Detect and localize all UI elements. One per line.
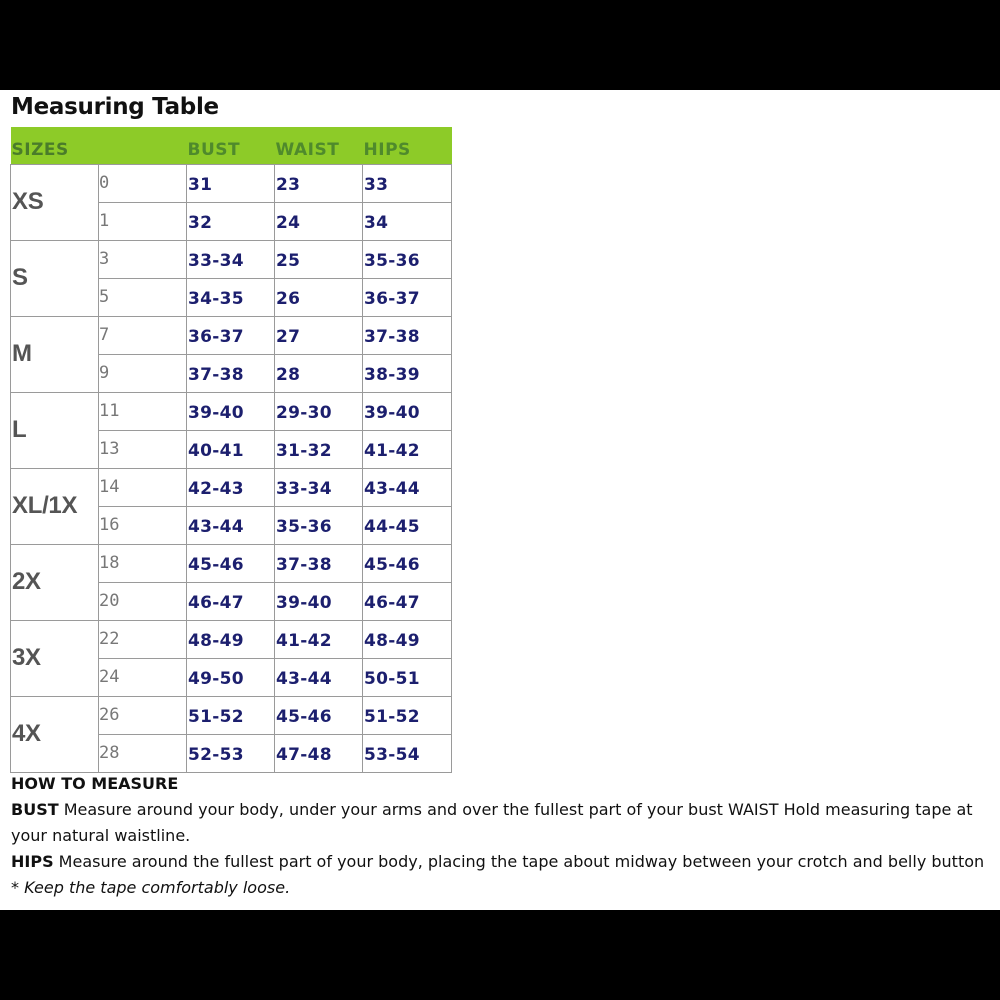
size-label: M (11, 316, 99, 392)
size-label: 2X (11, 544, 99, 620)
bust-value: 49-50 (187, 658, 275, 696)
size-number: 0 (99, 164, 187, 202)
bust-value: 33-34 (187, 240, 275, 278)
hips-value: 44-45 (363, 506, 452, 544)
table-header-row (11, 127, 452, 164)
bust-value: 48-49 (187, 620, 275, 658)
size-number: 5 (99, 278, 187, 316)
measuring-table (10, 127, 452, 773)
waist-value: 45-46 (275, 696, 363, 734)
size-label: 4X (11, 696, 99, 772)
bust-instruction (11, 797, 986, 849)
size-label: L (11, 392, 99, 468)
size-number: 13 (99, 430, 187, 468)
waist-value: 25 (275, 240, 363, 278)
table-row (11, 240, 452, 278)
hips-text: Measure around the fullest part of your body, placing the tape about midway between your crotch and belly button (53, 852, 985, 871)
hips-value: 36-37 (363, 278, 452, 316)
hips-value: 51-52 (363, 696, 452, 734)
hips-value: 43-44 (363, 468, 452, 506)
size-number: 22 (99, 620, 187, 658)
size-label: 3X (11, 620, 99, 696)
how-to-measure-section (11, 771, 986, 901)
hips-value: 38-39 (363, 354, 452, 392)
waist-value: 41-42 (275, 620, 363, 658)
size-chart-page (0, 90, 1000, 910)
size-number: 11 (99, 392, 187, 430)
hips-value: 45-46 (363, 544, 452, 582)
bust-value: 34-35 (187, 278, 275, 316)
hips-value: 33 (363, 164, 452, 202)
size-number: 1 (99, 202, 187, 240)
bust-text: Measure around your body, under your arms and over the fullest part of your bust WAIST Hold measuring tape at your natural waistline. (11, 800, 973, 845)
bust-value: 31 (187, 164, 275, 202)
hips-value: 34 (363, 202, 452, 240)
waist-value: 43-44 (275, 658, 363, 696)
size-number: 26 (99, 696, 187, 734)
waist-value: 47-48 (275, 734, 363, 772)
waist-value: 39-40 (275, 582, 363, 620)
bust-value: 37-38 (187, 354, 275, 392)
table-row (11, 696, 452, 734)
hips-value: 48-49 (363, 620, 452, 658)
table-row (11, 316, 452, 354)
hips-value: 53-54 (363, 734, 452, 772)
hips-value: 41-42 (363, 430, 452, 468)
size-number: 28 (99, 734, 187, 772)
bust-value: 42-43 (187, 468, 275, 506)
measure-note (11, 875, 986, 901)
hips-value: 37-38 (363, 316, 452, 354)
waist-value: 27 (275, 316, 363, 354)
size-number: 16 (99, 506, 187, 544)
header-bust: BUST (187, 127, 275, 164)
bust-value: 51-52 (187, 696, 275, 734)
note-text: Keep the tape comfortably loose. (24, 878, 291, 897)
hips-label: HIPS (11, 852, 54, 871)
bust-label: BUST (11, 800, 59, 819)
table-row (11, 468, 452, 506)
header-waist: WAIST (275, 127, 363, 164)
hips-value: 46-47 (363, 582, 452, 620)
size-number: 7 (99, 316, 187, 354)
size-label: XS (11, 164, 99, 240)
bust-value: 32 (187, 202, 275, 240)
note-star: * (11, 878, 25, 897)
hips-instruction (11, 849, 986, 875)
bust-value: 46-47 (187, 582, 275, 620)
table-row (11, 544, 452, 582)
bust-value: 39-40 (187, 392, 275, 430)
bust-value: 36-37 (187, 316, 275, 354)
waist-value: 23 (275, 164, 363, 202)
hips-value: 35-36 (363, 240, 452, 278)
waist-value: 28 (275, 354, 363, 392)
size-number: 9 (99, 354, 187, 392)
waist-value: 29-30 (275, 392, 363, 430)
size-number: 14 (99, 468, 187, 506)
header-sizes: SIZES (11, 127, 187, 164)
size-number: 18 (99, 544, 187, 582)
bust-value: 40-41 (187, 430, 275, 468)
bust-value: 43-44 (187, 506, 275, 544)
hips-value: 50-51 (363, 658, 452, 696)
page-title: Measuring Table (11, 94, 219, 120)
hips-value: 39-40 (363, 392, 452, 430)
how-to-measure-heading: HOW TO MEASURE (11, 774, 179, 793)
waist-value: 37-38 (275, 544, 363, 582)
header-hips: HIPS (363, 127, 452, 164)
waist-value: 33-34 (275, 468, 363, 506)
table-row (11, 164, 452, 202)
size-number: 20 (99, 582, 187, 620)
waist-value: 26 (275, 278, 363, 316)
bust-value: 52-53 (187, 734, 275, 772)
waist-value: 31-32 (275, 430, 363, 468)
table-row (11, 620, 452, 658)
waist-value: 35-36 (275, 506, 363, 544)
size-label: S (11, 240, 99, 316)
bust-value: 45-46 (187, 544, 275, 582)
table-row (11, 392, 452, 430)
waist-value: 24 (275, 202, 363, 240)
size-number: 3 (99, 240, 187, 278)
size-label: XL/1X (11, 468, 99, 544)
size-number: 24 (99, 658, 187, 696)
